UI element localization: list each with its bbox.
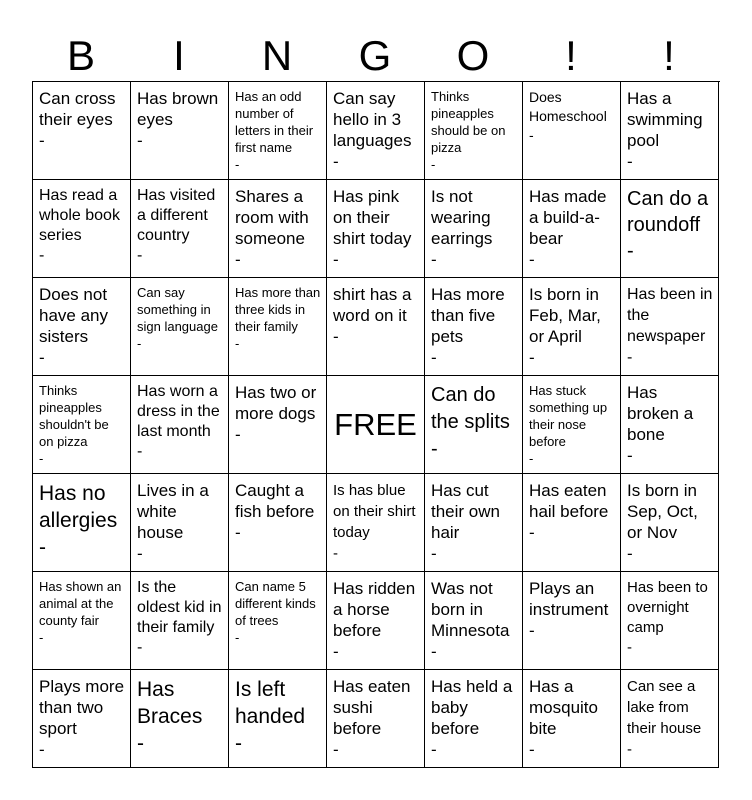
title-letter-n: N	[261, 32, 293, 79]
cell-text: Is born in Feb, Mar, or April	[529, 285, 601, 346]
bingo-cell	[131, 278, 229, 376]
cell-dash: -	[431, 250, 437, 269]
cell-dash: -	[39, 348, 45, 367]
free-label: FREE	[334, 406, 417, 442]
cell-dash: -	[431, 157, 436, 172]
bingo-cell	[33, 670, 131, 768]
cell-dash: -	[529, 348, 535, 367]
bingo-cell	[33, 82, 131, 180]
cell-dash: -	[627, 240, 634, 262]
bingo-cell	[523, 572, 621, 670]
cell-text: Is born in Sep, Oct, or Nov	[627, 481, 698, 542]
bingo-cell	[327, 670, 425, 768]
bingo-cell	[523, 376, 621, 474]
bingo-cell	[229, 376, 327, 474]
cell-text: Caught a fish before	[235, 481, 315, 521]
cell-text: Has pink on their shirt today	[333, 187, 412, 248]
bingo-cell	[523, 82, 621, 180]
bingo-cell	[523, 474, 621, 572]
title-letter-b: B	[66, 32, 95, 79]
title-letter-i: I	[173, 32, 185, 79]
cell-dash: -	[137, 443, 143, 460]
bingo-cell	[327, 82, 425, 180]
cell-dash: -	[235, 157, 240, 172]
title-letter-o: O	[456, 32, 490, 79]
bingo-cell	[229, 572, 327, 670]
cell-dash: -	[39, 131, 45, 150]
cell-text: Has a mosquito bite	[529, 677, 598, 738]
cell-dash: -	[333, 152, 339, 171]
bingo-cell	[131, 82, 229, 180]
cell-text: Shares a room with someone	[235, 187, 309, 248]
bingo-cell	[621, 572, 719, 670]
cell-dash: -	[235, 250, 241, 269]
cell-dash: -	[529, 523, 535, 542]
bingo-cell	[131, 376, 229, 474]
bingo-grid	[32, 81, 720, 768]
cell-text: Does not have any sisters	[39, 285, 108, 346]
cell-text: Is the oldest kid in their family	[137, 579, 222, 636]
cell-text: Has Braces	[137, 678, 203, 728]
free-space	[327, 376, 425, 474]
bingo-cell	[131, 572, 229, 670]
cell-text: Was not born in Minnesota	[431, 579, 510, 640]
cell-dash: -	[431, 438, 438, 460]
cell-dash: -	[137, 336, 142, 351]
bingo-cell	[425, 82, 523, 180]
cell-text: Is not wearing earrings	[431, 187, 493, 248]
cell-text: Plays an instrument	[529, 579, 609, 619]
cell-text: Has an odd number of letters in their first name	[235, 89, 314, 155]
cell-text: Has made a build-a-bear	[529, 187, 607, 248]
cell-text: Has more than three kids in their family	[235, 285, 321, 334]
bingo-cell	[229, 180, 327, 278]
bingo-title	[32, 30, 720, 82]
cell-text: Has visited a different country	[137, 187, 216, 244]
cell-text: Is has blue on their shirt today	[333, 482, 416, 541]
bingo-cell	[621, 474, 719, 572]
cell-dash: -	[137, 247, 143, 264]
cell-dash: -	[39, 536, 46, 559]
bingo-cell	[621, 278, 719, 376]
cell-dash: -	[529, 451, 534, 466]
cell-text: Has eaten hail before	[529, 481, 609, 521]
cell-text: Plays more than two sport	[39, 677, 125, 738]
cell-dash: -	[529, 621, 535, 640]
bingo-cell	[33, 180, 131, 278]
cell-text: Lives in a white house	[137, 481, 209, 542]
cell-text: Has no allergies	[39, 482, 118, 532]
cell-dash: -	[235, 523, 241, 542]
bingo-cell	[425, 180, 523, 278]
cell-text: Has been in the newspaper	[627, 286, 713, 345]
cell-dash: -	[333, 250, 339, 269]
bingo-cell	[523, 278, 621, 376]
cell-dash: -	[529, 250, 535, 269]
bingo-cell	[229, 82, 327, 180]
cell-dash: -	[627, 741, 632, 758]
cell-dash: -	[235, 425, 241, 444]
cell-text: Has shown an animal at the county fair	[39, 579, 122, 628]
bingo-cell	[327, 572, 425, 670]
bingo-cell	[327, 180, 425, 278]
cell-text: shirt has a word on it	[333, 285, 412, 325]
bingo-cell	[425, 670, 523, 768]
cell-text: Has more than five pets	[431, 285, 505, 346]
bingo-cell	[229, 278, 327, 376]
bingo-cell	[327, 278, 425, 376]
cell-dash: -	[627, 349, 633, 366]
cell-dash: -	[333, 327, 339, 346]
bingo-cell	[33, 278, 131, 376]
cell-text: Thinks pineapples should be on pizza	[431, 89, 506, 155]
cell-dash: -	[627, 639, 632, 656]
bingo-cell	[621, 376, 719, 474]
bingo-cell	[131, 474, 229, 572]
cell-dash: -	[431, 740, 437, 759]
cell-dash: -	[627, 152, 633, 171]
cell-dash: -	[431, 348, 437, 367]
cell-text: Has two or more dogs	[235, 383, 317, 423]
bingo-cell	[425, 278, 523, 376]
bingo-cell	[33, 474, 131, 572]
cell-text: Has read a whole book series	[39, 187, 120, 244]
cell-text: Can name 5 different kinds of trees	[235, 579, 316, 628]
cell-text: Can see a lake from their house	[627, 678, 702, 737]
cell-text: Has been to overnight camp	[627, 579, 708, 636]
cell-text: Has eaten sushi before	[333, 677, 411, 738]
cell-dash: -	[627, 446, 633, 465]
cell-dash: -	[39, 740, 45, 759]
cell-dash: -	[137, 732, 144, 755]
cell-text: Has cut their own hair	[431, 481, 500, 542]
bingo-cell	[523, 670, 621, 768]
cell-dash: -	[39, 630, 44, 645]
cell-text: Has held a baby before	[431, 677, 513, 738]
bingo-cell	[33, 376, 131, 474]
bingo-cell	[425, 572, 523, 670]
bingo-cell	[131, 180, 229, 278]
cell-text: Can cross their eyes	[39, 89, 116, 129]
cell-dash: -	[333, 642, 339, 661]
cell-dash: -	[137, 544, 143, 563]
cell-text: Can say hello in 3 languages	[333, 89, 412, 150]
cell-dash: -	[529, 127, 534, 143]
cell-dash: -	[235, 630, 240, 645]
cell-text: Can do a roundoff	[627, 188, 709, 236]
bingo-cell	[327, 474, 425, 572]
cell-text: Has ridden a horse before	[333, 579, 416, 640]
cell-dash: -	[39, 451, 44, 466]
cell-text: Can say something in sign language	[137, 285, 218, 334]
title-exclamation-2: !	[663, 32, 675, 79]
cell-dash: -	[627, 544, 633, 563]
bingo-cell	[229, 474, 327, 572]
cell-dash: -	[137, 131, 143, 150]
bingo-cell	[425, 376, 523, 474]
title-exclamation-1: !	[565, 32, 577, 79]
bingo-cell	[621, 82, 719, 180]
cell-dash: -	[137, 639, 143, 656]
bingo-cell	[621, 670, 719, 768]
cell-text: Can do the splits	[431, 384, 510, 433]
cell-text: Has brown eyes	[137, 89, 219, 129]
cell-dash: -	[235, 732, 242, 755]
cell-text: Has stuck something up their nose before	[529, 383, 608, 449]
cell-dash: -	[529, 740, 535, 759]
cell-dash: -	[235, 336, 240, 351]
cell-dash: -	[39, 247, 45, 264]
cell-text: Thinks pineapples shouldn't be on pizza	[39, 383, 109, 449]
bingo-cell	[425, 474, 523, 572]
bingo-cell	[131, 670, 229, 768]
cell-dash: -	[333, 740, 339, 759]
cell-text: Has broken a bone	[627, 383, 694, 444]
bingo-cell	[621, 180, 719, 278]
cell-text: Has a swimming pool	[627, 89, 703, 150]
cell-text: Is left handed	[235, 678, 306, 728]
bingo-cell	[33, 572, 131, 670]
cell-dash: -	[333, 545, 338, 562]
title-letter-g: G	[358, 32, 392, 79]
cell-dash: -	[431, 642, 437, 661]
cell-dash: -	[431, 544, 437, 563]
cell-text: Does Homeschool	[529, 89, 607, 124]
bingo-cell	[229, 670, 327, 768]
bingo-cell	[523, 180, 621, 278]
cell-text: Has worn a dress in the last month	[137, 383, 220, 440]
